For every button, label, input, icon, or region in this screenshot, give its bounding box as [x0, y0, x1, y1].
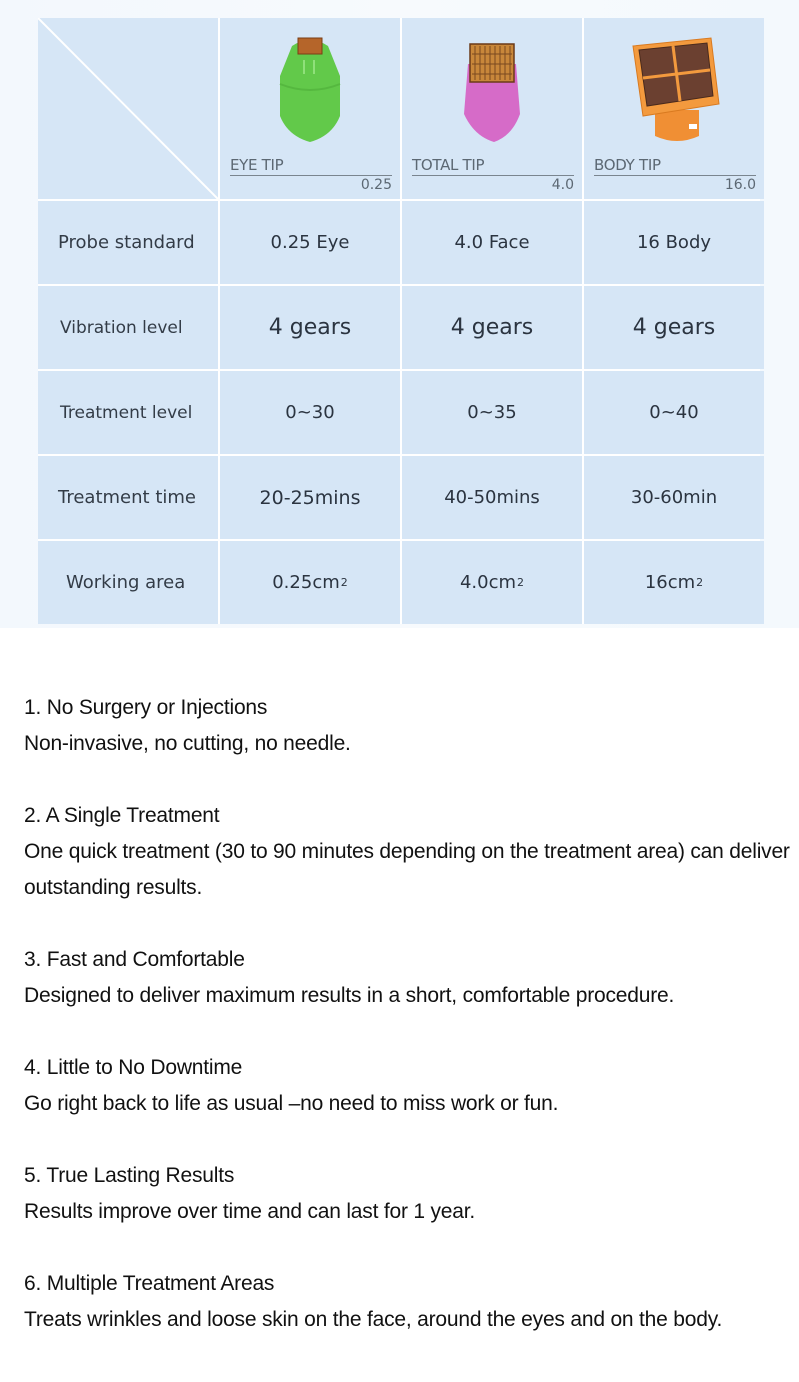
tip-size: 4.0 [551, 177, 574, 193]
benefit-description: Non-invasive, no cutting, no needle. [24, 732, 351, 755]
benefit-title: 1. No Surgery or Injections [24, 696, 268, 719]
unit-superscript: 2 [340, 576, 348, 589]
benefit-description: Results improve over time and can last for 1 year. [24, 1200, 476, 1223]
table-cell: 40-50mins [402, 456, 582, 539]
pink-total-tip-probe-icon [402, 24, 582, 152]
table-cell: 20-25mins [220, 456, 400, 539]
unit-superscript: 2 [517, 576, 525, 589]
tip-header-total [402, 18, 582, 199]
benefit-title: 3. Fast and Comfortable [24, 948, 245, 971]
benefit-description: Treats wrinkles and loose skin on the face, around the eyes and on the body. [24, 1308, 723, 1331]
benefit-title: 6. Multiple Treatment Areas [24, 1272, 275, 1295]
table-cell: 4 gears [220, 286, 400, 369]
table-cell [220, 541, 400, 624]
tip-size: 16.0 [724, 177, 756, 193]
benefits-list [24, 690, 794, 1374]
benefit-item [24, 1050, 794, 1122]
tip-size: 0.25 [360, 177, 392, 193]
benefit-item [24, 690, 794, 762]
benefit-description: Designed to deliver maximum results in a short, comfortable procedure. [24, 984, 675, 1007]
benefit-description: One quick treatment (30 to 90 minutes depending on the treatment area) can deliver outstanding results. [24, 840, 790, 899]
benefit-title: 2. A Single Treatment [24, 804, 220, 827]
green-eye-tip-probe-icon [220, 24, 400, 152]
cell-value: 0.25cm [272, 572, 340, 593]
spec-comparison-table [38, 18, 760, 624]
table-cell [402, 541, 582, 624]
row-label: Working area [38, 541, 218, 624]
table-cell: 4 gears [584, 286, 764, 369]
table-cell: 4 gears [402, 286, 582, 369]
table-cell: 0~40 [584, 371, 764, 454]
tip-name: EYE TIP [230, 156, 392, 176]
row-label: Treatment level [38, 371, 218, 454]
row-label: Treatment time [38, 456, 218, 539]
diagonal-divider-icon [38, 18, 218, 199]
table-cell: 4.0 Face [402, 201, 582, 284]
cell-value: 4.0cm [459, 572, 517, 593]
row-label: Vibration level [38, 286, 218, 369]
benefit-title: 5. True Lasting Results [24, 1164, 235, 1187]
benefit-description: Go right back to life as usual –no need to miss work or fun. [24, 1092, 559, 1115]
tip-header-eye [220, 18, 400, 199]
table-cell: 16 Body [584, 201, 764, 284]
table-cell: 0.25 Eye [220, 201, 400, 284]
spec-panel [0, 0, 799, 628]
table-cell: 0~30 [220, 371, 400, 454]
benefit-item [24, 1158, 794, 1230]
benefit-item [24, 798, 794, 906]
benefit-title: 4. Little to No Downtime [24, 1056, 243, 1079]
table-cell: 30-60min [584, 456, 764, 539]
unit-superscript: 2 [696, 576, 704, 589]
benefit-item [24, 942, 794, 1014]
tip-name: BODY TIP [594, 156, 756, 176]
row-label: Probe standard [38, 201, 218, 284]
table-cell: 0~35 [402, 371, 582, 454]
benefit-item [24, 1266, 794, 1338]
orange-body-tip-probe-icon [584, 24, 764, 152]
tip-header-body [584, 18, 764, 199]
tip-name: TOTAL TIP [412, 156, 574, 176]
table-cell [584, 541, 764, 624]
table-corner-cell [38, 18, 218, 199]
cell-value: 16cm [644, 572, 696, 593]
